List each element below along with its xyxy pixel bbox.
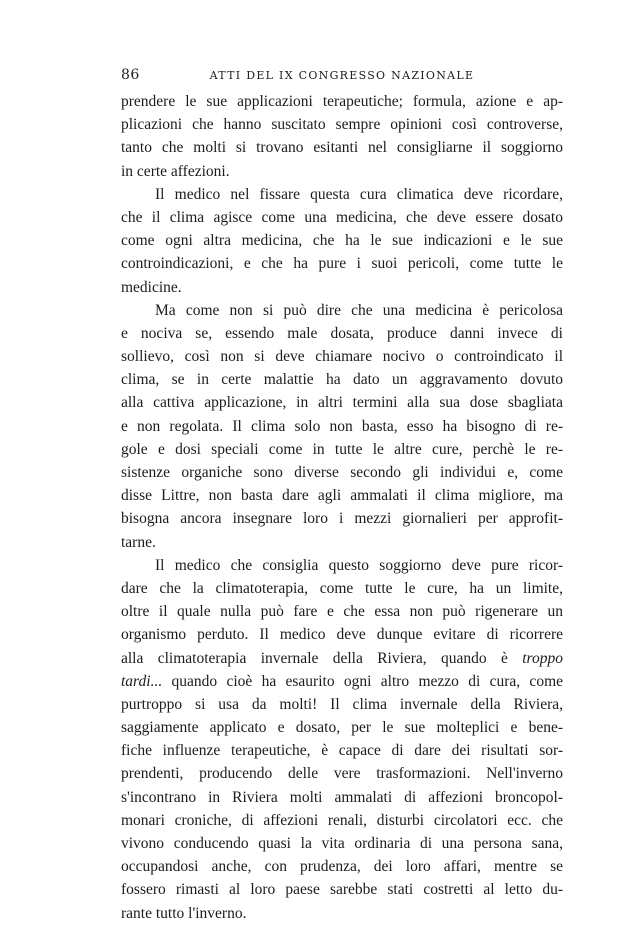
text-line: clima, se in certe malattie ha dato un aggravamento dovuto [121, 371, 563, 389]
text-line: fiche influenze terapeutiche, è capace di dare dei risultati sor- [121, 742, 563, 760]
text-line: controindicazioni, e che ha pure i suoi pericoli, come tutte le [121, 255, 563, 273]
text-line: e non regolata. Il clima solo non basta, esso ha bisogno di re- [121, 417, 563, 435]
text-line: tarne. [121, 533, 156, 551]
text-line: dare che la climatoterapia, come tutte le cure, ha un limite, [121, 579, 563, 597]
text-line: sollievo, così non si deve chiamare nocivo o controindicato il [121, 348, 563, 366]
text-line-mixed [121, 647, 563, 670]
text-line: plicazioni che hanno suscitato sempre opinioni così controverse, [121, 116, 563, 134]
text-line: come ogni altra medicina, che ha le sue indicazioni e le sue [121, 232, 563, 250]
text-line: occupandosi anche, con prudenza, dei loro affari, mentre se [121, 858, 563, 876]
running-title: ATTI DEL IX CONGRESSO NAZIONALE [209, 69, 475, 82]
text-line: rante tutto l'inverno. [121, 904, 247, 922]
page-number: 86 [121, 67, 140, 83]
italic-emphasis: troppo [522, 649, 564, 667]
text-line: organismo perduto. Il medico deve dunque evitare di ricorrere [121, 626, 563, 644]
text-line: tanto che molti si trovano esitanti nel consigliarne il soggiorno [121, 139, 563, 157]
text-line: fossero rimasti al loro paese sarebbe stati costretti al letto du- [121, 881, 563, 899]
text-run: quando cioè ha esaurito ogni altro mezzo di cura, come [171, 672, 564, 690]
text-line: gole e dosi speciali come in tutte le altre cure, perchè le re- [121, 440, 563, 458]
text-line: che il clima agisce come una medicina, che deve essere dosato [121, 208, 563, 226]
text-line: e nociva se, essendo male dosata, produce danni invece di [121, 324, 563, 342]
text-line: alla cattiva applicazione, in altri termini alla sua dose sbagliata [121, 394, 563, 412]
text-line: s'incontrano in Riviera molti ammalati di affezioni broncopol- [121, 788, 563, 806]
text-line: Il medico nel fissare questa cura climatica deve ricordare, [155, 185, 563, 203]
text-line: in certe affezioni. [121, 162, 230, 180]
text-line: oltre il quale nulla può fare e che essa non può rigenerare un [121, 603, 563, 621]
text-line-mixed [121, 670, 563, 693]
text-line: vivono conducendo quasi la vita ordinaria di una persona sana, [121, 835, 563, 852]
text-line: bisogna ancora insegnare loro i mezzi giornalieri per approfit- [121, 510, 563, 528]
italic-emphasis: tardi... [121, 672, 163, 690]
text-line: saggiamente applicato e dosato, per le sue molteplici e bene- [121, 719, 563, 737]
body-text [121, 90, 563, 925]
text-line: prendenti, producendo delle vere trasformazioni. Nell'inverno [121, 765, 563, 783]
text-line: medicine. [121, 278, 182, 296]
text-line: disse Littre, non basta dare agli ammalati il clima migliore, ma [121, 487, 563, 505]
text-line: purtroppo si usa da molti! Il clima invernale della Riviera, [121, 695, 563, 713]
text-line: prendere le sue applicazioni terapeutiche; formula, azione e ap- [121, 93, 563, 110]
text-line: sistenze organiche sono diverse secondo gli individui e, come [121, 464, 563, 481]
text-run: alla climatoterapia invernale della Riviera, quando è [121, 649, 508, 667]
text-line: Il medico che consiglia questo soggiorno deve pure ricor- [155, 556, 563, 574]
page-header [121, 67, 563, 87]
text-line: Ma come non si può dire che una medicina è pericolosa [155, 301, 563, 319]
text-line: monari croniche, di affezioni renali, disturbi circolatori ecc. che [121, 811, 563, 829]
